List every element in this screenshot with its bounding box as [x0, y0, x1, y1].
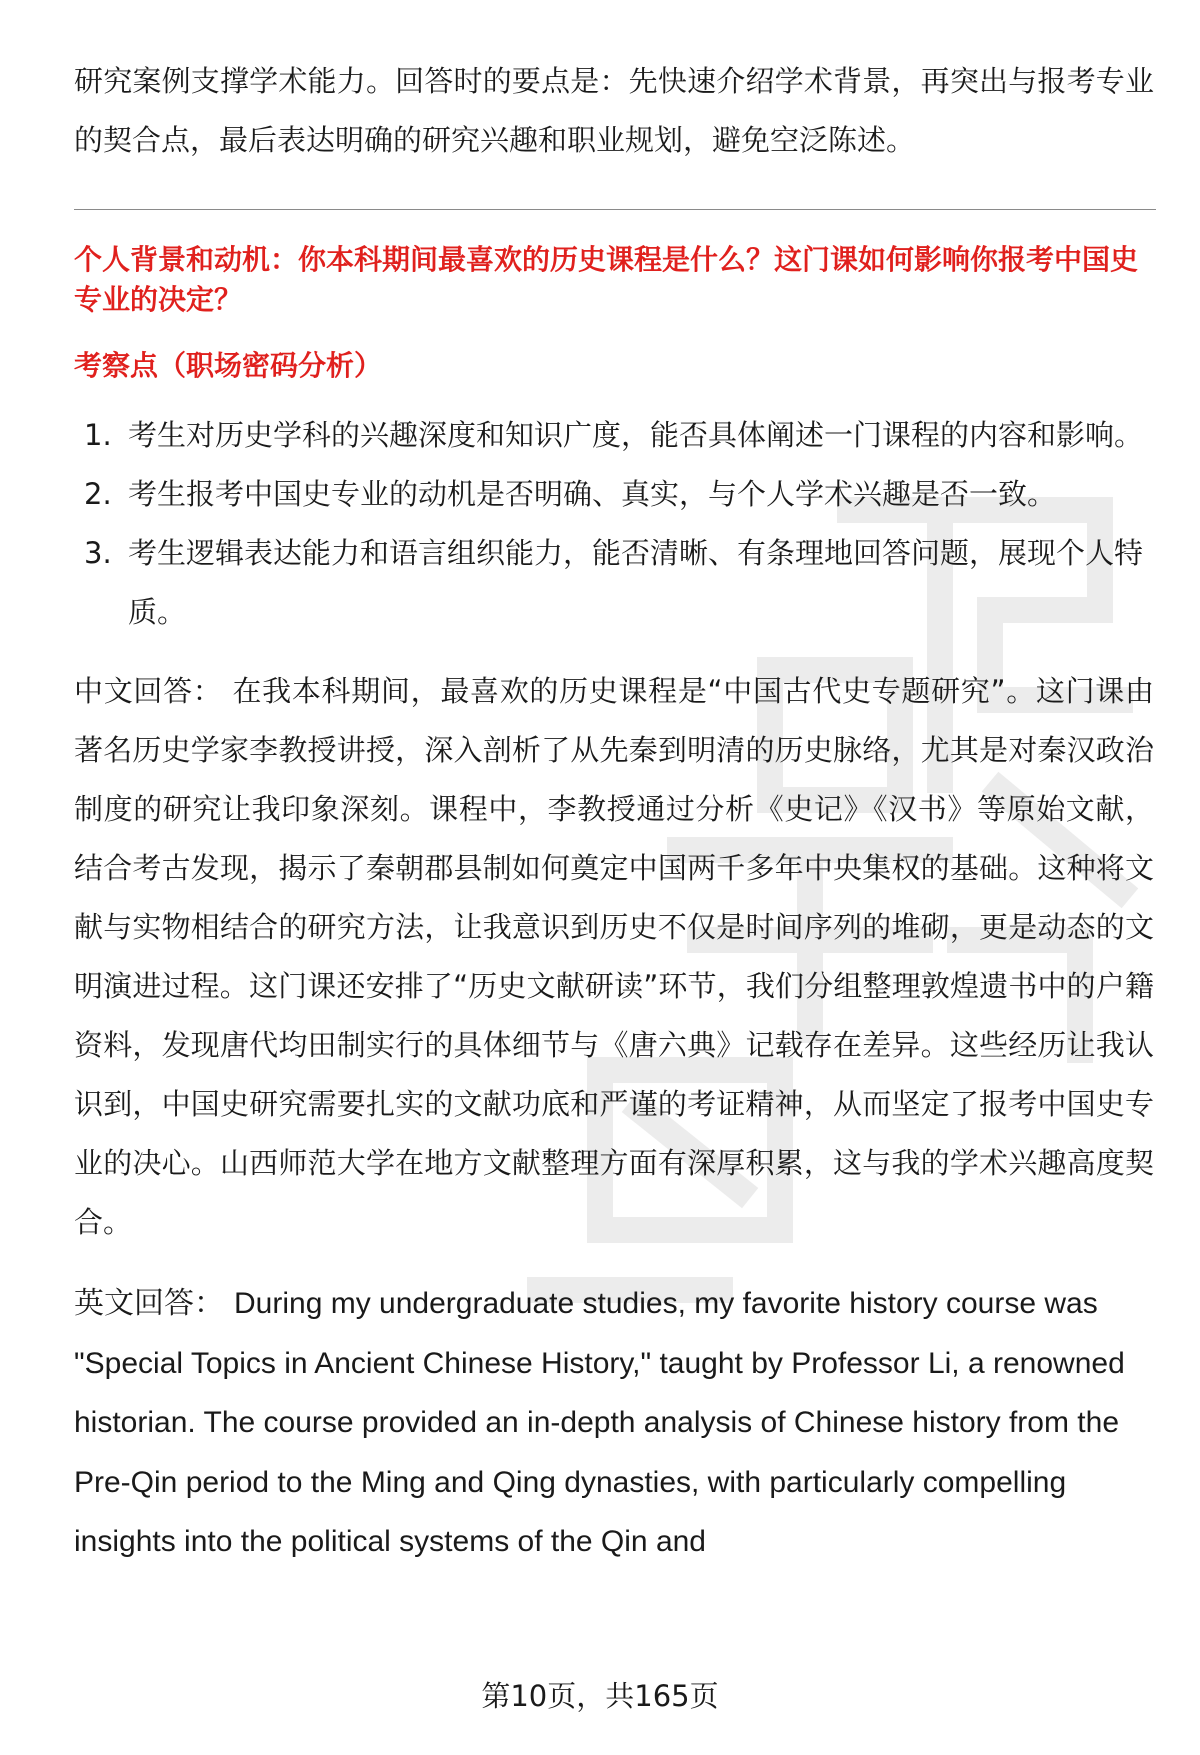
english-answer-label: 英文回答： [74, 1287, 224, 1320]
chinese-answer-text: 在我本科期间，最喜欢的历史课程是“中国古代史专题研究”。这门课由著名历史学家李教授讲授，深入剖析了从先秦到明清的历史脉络，尤其是对秦汉政治制度的研究让我印象深刻。课程中，李教授通过分析《史记》《汉书》等原始文献，结合考古发现，揭示了秦朝郡县制如何奠定中国两千多年中央集权的基础。这种将文献与实物相结合的研究方法，让我意识到历史不仅是时间序列的堆砌，更是动态的文明演进过程。这门课还安排了“历史文献研读”环节，我们分组整理敦煌遗书中的户籍资料，发现唐代均田制实行的具体细节与《唐六典》记载存在差异。这些经历让我认识到，中国史研究需要扎实的文献功底和严谨的考证精神，从而坚定了报考中国史专业的决心。山西师范大学在地方文献整理方面有深厚积累，这与我的学术兴趣高度契合。 [74, 674, 1154, 1239]
page-content [74, 52, 1154, 1572]
intro-paragraph: 研究案例支撑学术能力。回答时的要点是：先快速介绍学术背景，再突出与报考专业的契合点，最后表达明确的研究兴趣和职业规划，避免空泛陈述。 [74, 64, 1154, 157]
list-item-text: 考生逻辑表达能力和语言组织能力，能否清晰、有条理地回答问题，展现个人特质。 [128, 536, 1144, 629]
english-answer-paragraph [74, 1274, 1154, 1572]
english-answer-text: During my undergraduate studies, my favorite history course was "Special Topics in Ancient Chinese History," taught by Professor Li, a renowned historian. The course provided an in-depth analysis of Chinese history from the Pre-Qin period to the Ming and Qing dynasties, with particularly compelling insights into the political systems of the Qin and [74, 1287, 1125, 1558]
section-divider [74, 209, 1156, 210]
assessment-points-title: 考察点（职场密码分析） [74, 349, 383, 382]
chinese-answer-paragraph [74, 662, 1154, 1252]
list-item-number: 2. [84, 477, 112, 511]
list-item-number: 3. [84, 536, 112, 570]
list-item [74, 524, 1154, 642]
chinese-answer-label: 中文回答： [74, 674, 223, 708]
list-item-number: 1. [84, 418, 112, 452]
list-item [74, 465, 1154, 524]
assessment-points-list [74, 406, 1154, 642]
list-item-text: 考生报考中国史专业的动机是否明确、真实，与个人学术兴趣是否一致。 [128, 477, 1057, 511]
page-number-footer: 第10页，共165页 [481, 1679, 719, 1713]
question-heading: 个人背景和动机：你本科期间最喜欢的历史课程是什么？这门课如何影响你报考中国史专业的决定？ [74, 243, 1139, 316]
list-item [74, 406, 1154, 465]
list-item-text: 考生对历史学科的兴趣深度和知识广度，能否具体阐述一门课程的内容和影响。 [128, 418, 1144, 452]
